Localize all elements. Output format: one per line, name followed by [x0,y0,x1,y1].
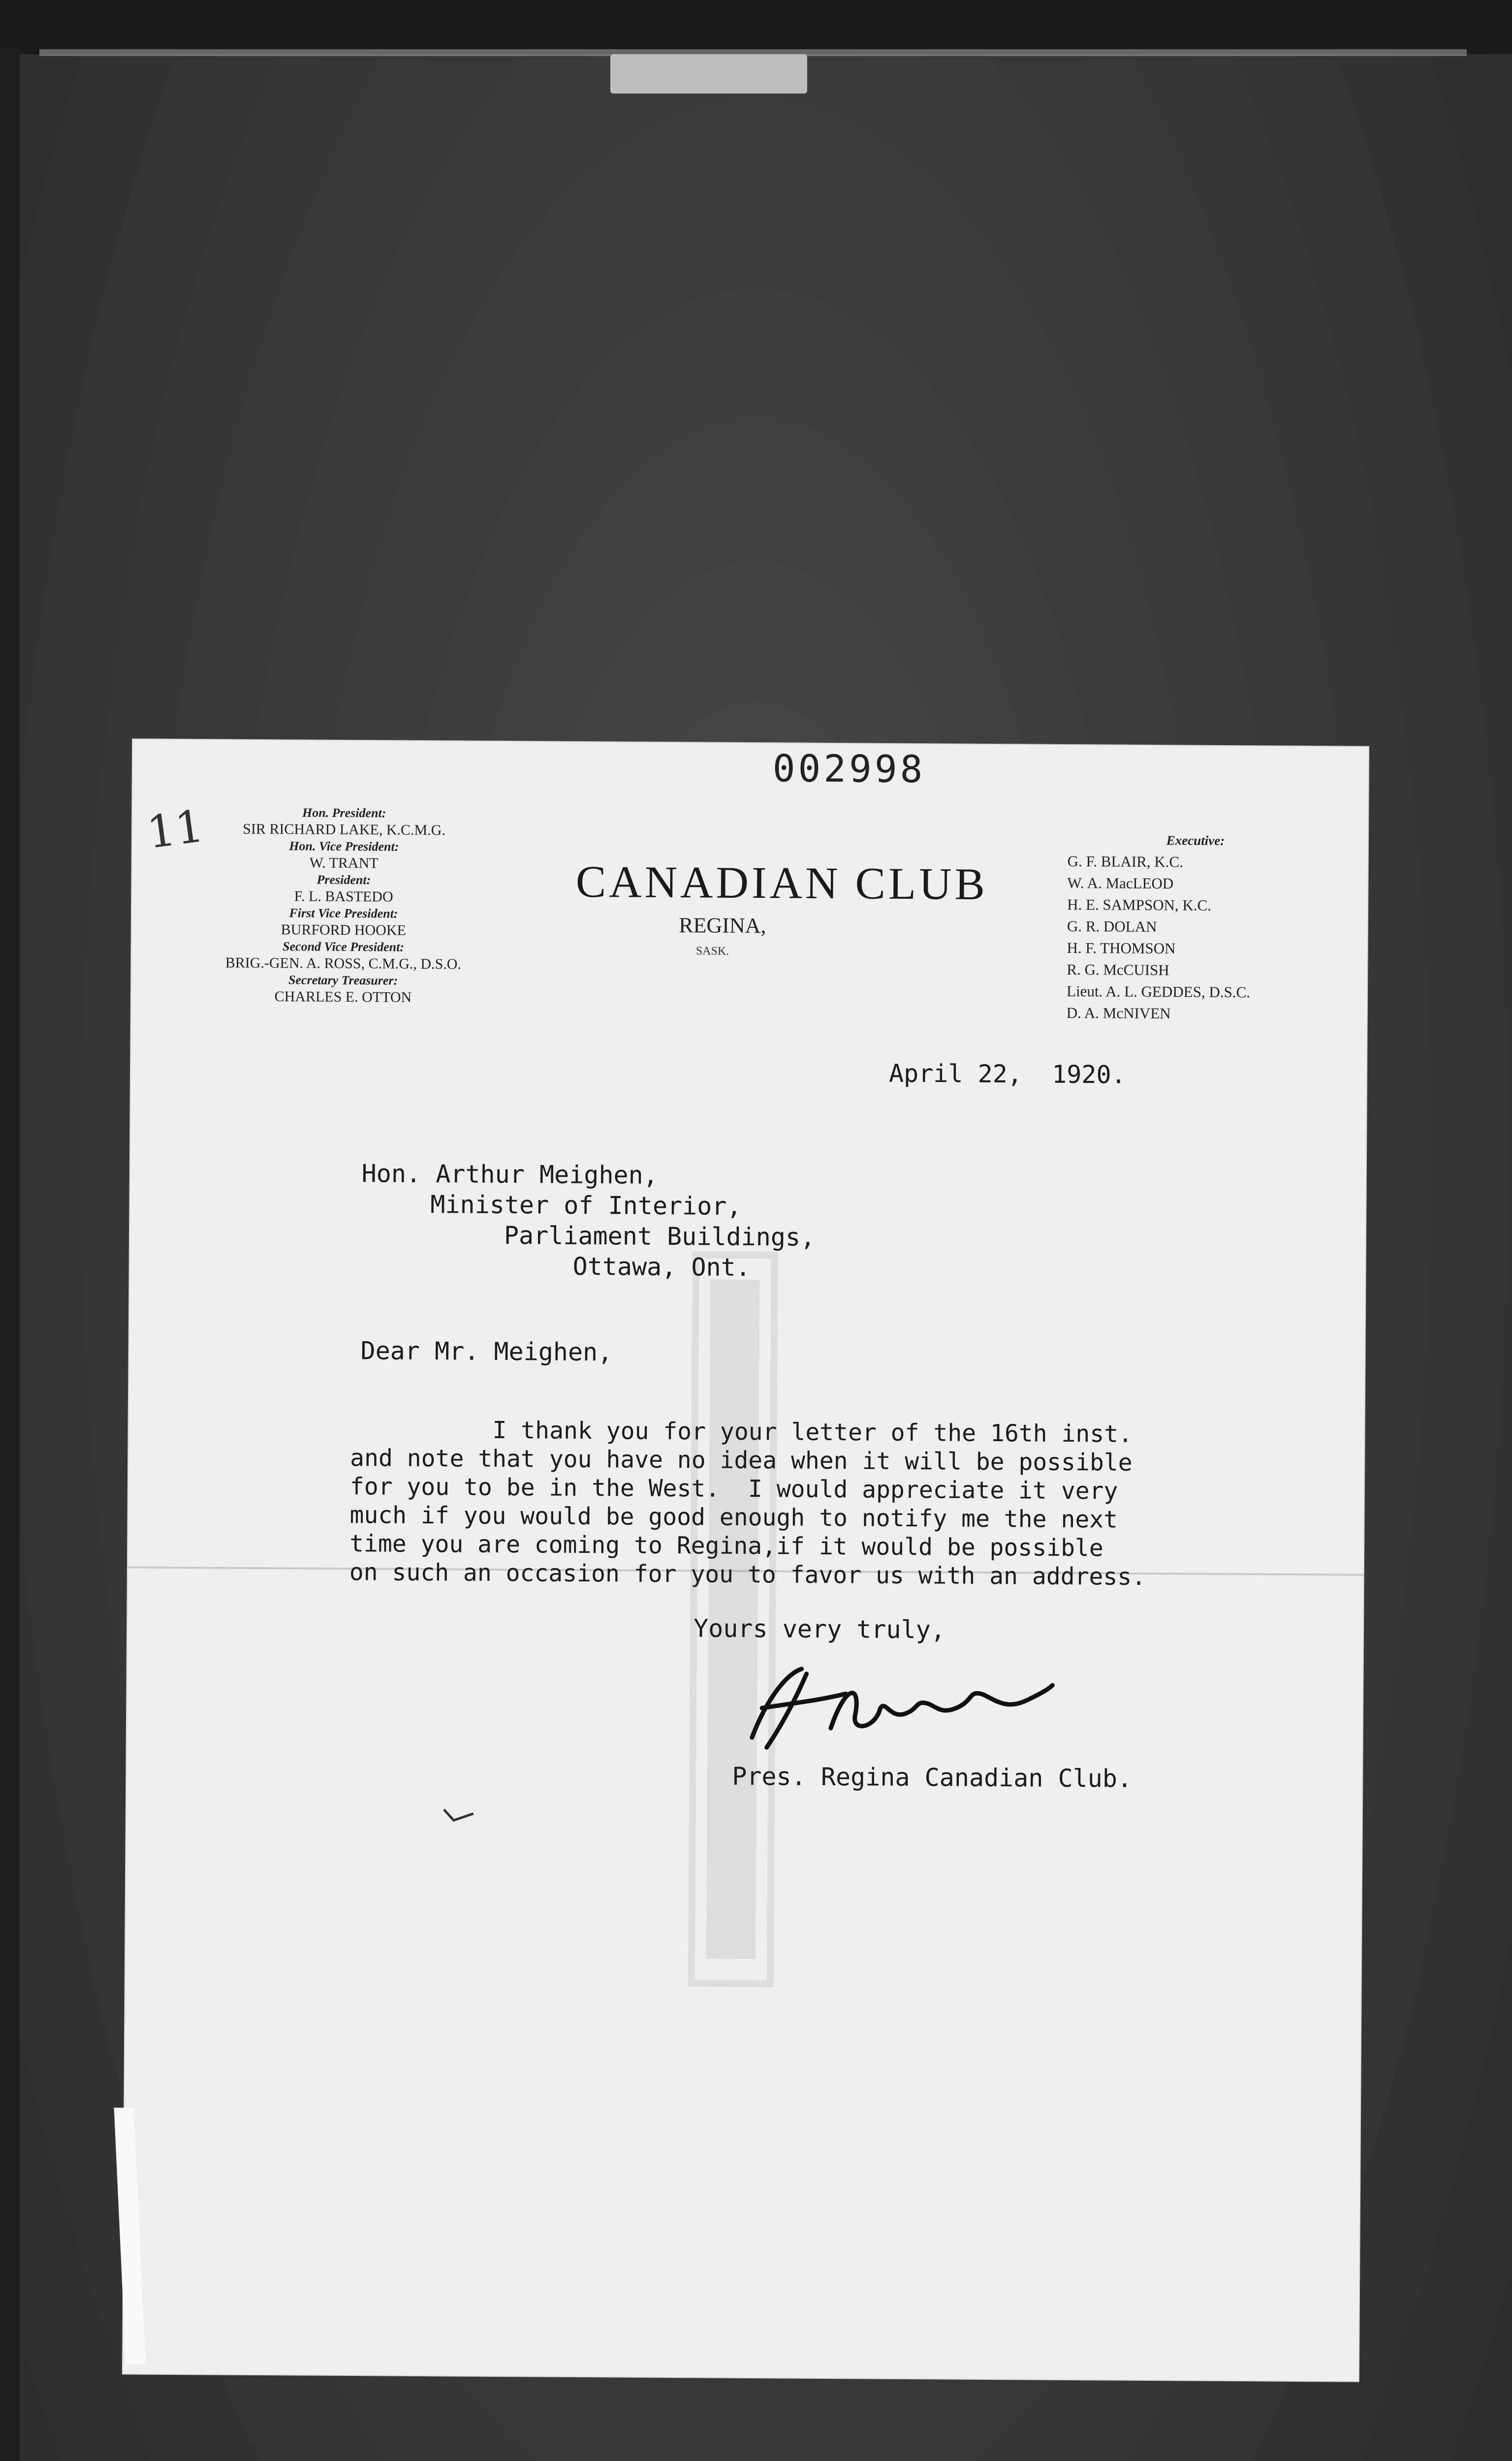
officer-title: Hon. Vice President: [289,839,399,854]
executive-member: D. A. McNIVEN [1066,1004,1171,1022]
letter-closing: Yours very truly, [693,1614,946,1644]
executive-member: H. F. THOMSON [1067,939,1176,957]
address-line: Hon. Arthur Meighen, [361,1159,659,1190]
officer-title: President: [316,872,371,887]
officer-entry [186,938,501,973]
officer-name: SIR RICHARD LAKE, K.C.M.G. [243,820,445,839]
film-left-strip [0,49,20,2461]
executive-title: Executive: [1166,833,1225,848]
officer-name: BRIG.-GEN. A. ROSS, C.M.G., D.S.O. [225,954,462,973]
letter-body: I thank you for your letter of the 16th inst. and note that you have no idea when it will be possible for you to be in the West. I would appreciate it very much if you would be good enough to notify me the next time you are coming to Regina,if it would be possible on such an occasion for you to favor us with an address. [349,1416,1146,1591]
club-city: REGINA, [679,913,766,938]
officer-name: BURFORD HOOKE [281,921,406,939]
document-number: 002998 [772,746,926,791]
executive-member: G. F. BLAIR, K.C. [1067,852,1184,871]
margin-mark: 11 [144,800,207,859]
letter-sheet [123,739,1368,2381]
officers-list [186,804,502,1007]
handwritten-signature [732,1654,1058,1754]
officer-title: First Vice President: [289,906,398,921]
officer-title: Secretary Treasurer: [288,973,398,988]
executive-member: Lieut. A. L. GEDDES, D.S.C. [1066,982,1251,1001]
letter-signoff: Pres. Regina Canadian Club. [732,1762,1133,1793]
officer-name: CHARLES E. OTTON [274,988,412,1006]
club-province: SASK. [695,945,729,958]
address-line: Minister of Interior, [430,1190,742,1221]
officer-entry [187,804,502,839]
film-top-edge [0,0,1512,54]
officer-entry [186,871,501,906]
officer-name: F. L. BASTEDO [294,888,393,905]
executive-member: W. A. MacLEOD [1067,874,1174,892]
officer-entry [187,837,502,873]
officer-title: Second Vice President: [283,939,405,954]
officer-name: W. TRANT [309,854,378,872]
executive-member: H. E. SAMPSON, K.C. [1067,895,1212,914]
executive-list [1067,829,1323,1025]
executive-member: G. R. DOLAN [1067,917,1157,936]
pencil-mark [441,1804,476,1824]
officer-title: Hon. President: [302,805,386,820]
address-line: Ottawa, Ont. [572,1252,751,1282]
officer-entry [186,904,501,940]
officer-entry [186,971,501,1007]
executive-member: R. G. McCUISH [1067,960,1169,979]
letter-date: April 22, 1920. [888,1059,1126,1089]
salutation: Dear Mr. Meighen, [360,1336,613,1367]
clip-tab [610,54,807,94]
address-line: Parliament Buildings, [504,1221,816,1252]
club-name: CANADIAN CLUB [575,856,988,909]
